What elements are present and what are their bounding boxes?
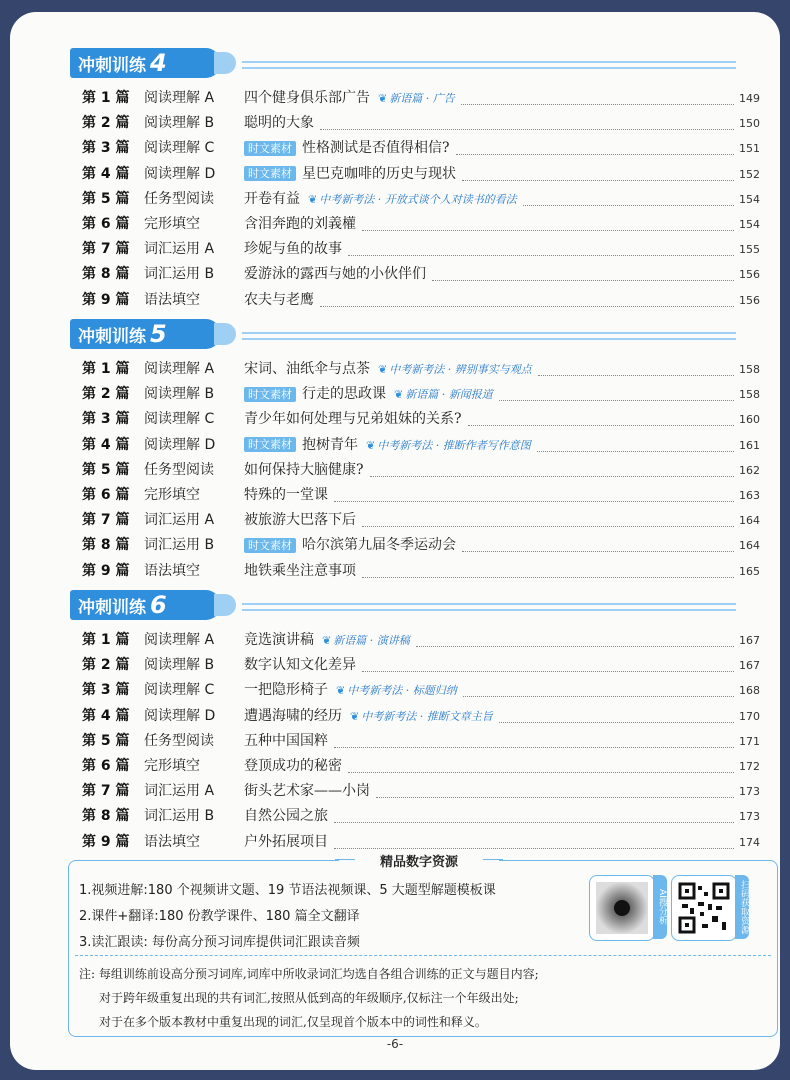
toc-row[interactable] — [82, 86, 760, 111]
banner-label: 冲刺训练 — [78, 327, 146, 347]
banner-number: 4 — [150, 49, 167, 77]
toc-row[interactable] — [82, 704, 760, 729]
toc-row[interactable] — [82, 288, 760, 313]
article-number: 第 3 篇 — [82, 140, 130, 157]
article-title-wrap — [244, 628, 410, 653]
leaf-icon: ❦ — [378, 92, 388, 105]
page-ref: 163 — [739, 489, 760, 502]
article-title: 珍妮与鱼的故事 — [244, 241, 342, 258]
leader-dots — [334, 489, 734, 502]
article-title: 五种中国国粹 — [244, 732, 328, 749]
leader-dots — [468, 413, 734, 426]
leader-dots — [362, 218, 734, 231]
question-type: 阅读理解 B — [144, 115, 215, 132]
page-ref: 165 — [739, 564, 760, 578]
leader-dots — [416, 634, 734, 647]
leader-dots — [499, 388, 734, 401]
toc-row[interactable] — [82, 212, 760, 237]
article-title-wrap — [244, 779, 370, 804]
article-title-wrap — [244, 288, 314, 313]
article-number: 第 3 篇 — [82, 682, 130, 699]
leader-dots — [348, 760, 734, 773]
article-title-wrap — [244, 533, 456, 558]
question-type: 完形填空 — [144, 487, 200, 503]
toc-row[interactable] — [82, 559, 760, 584]
qr-code-ai[interactable] — [589, 875, 655, 941]
article-title-wrap — [244, 86, 455, 111]
article-title: 户外拓展项目 — [244, 833, 328, 850]
article-title-wrap — [244, 559, 356, 584]
page-ref: 172 — [739, 760, 760, 773]
question-type: 词汇运用 A — [144, 241, 215, 258]
section-banner — [70, 319, 220, 349]
page-ref: 158 — [739, 388, 760, 402]
article-title: 农夫与老鹰 — [244, 291, 314, 308]
page-ref: 150 — [739, 117, 760, 131]
article-title: 数字认知文化差异 — [244, 657, 356, 674]
page-sheet — [10, 12, 780, 1070]
feature-note-text: 新语篇 · 演讲稿 — [333, 634, 410, 647]
leaf-icon: ❦ — [378, 363, 388, 376]
section-rule — [242, 603, 736, 611]
section-4 — [10, 48, 780, 316]
leader-dots — [370, 464, 734, 477]
qr-label-resources: 扫码获取资源 — [735, 875, 749, 939]
banner-label: 冲刺训练 — [78, 56, 146, 76]
article-title: 行走的思政课 — [302, 386, 386, 403]
article-title-wrap — [244, 237, 342, 262]
leaf-icon: ❦ — [366, 438, 376, 452]
leaf-icon: ❦ — [394, 388, 404, 402]
page-ref: 160 — [739, 413, 760, 427]
article-title-wrap — [244, 830, 328, 855]
page-number: -6- — [386, 1037, 404, 1051]
article-title: 含泪奔跑的刘義權 — [244, 216, 356, 232]
page-ref: 174 — [739, 835, 760, 849]
page-ref: 164 — [739, 514, 760, 528]
leader-dots — [461, 92, 734, 105]
article-title: 性格测试是否值得相信? — [302, 140, 450, 157]
page-ref: 156 — [739, 293, 760, 307]
article-title: 聪明的大象 — [244, 115, 314, 132]
qr-code-resources[interactable] — [671, 875, 737, 941]
feature-note-text: 新语篇 · 广告 — [389, 92, 455, 105]
page-ref: 171 — [739, 734, 760, 748]
toc-row[interactable] — [82, 407, 760, 432]
feature-note — [378, 86, 455, 111]
leader-dots — [334, 810, 734, 823]
article-title-wrap — [244, 508, 356, 533]
article-title-wrap — [244, 357, 532, 382]
toc-row[interactable] — [82, 433, 760, 458]
article-number: 第 8 篇 — [82, 808, 130, 825]
page-ref: 154 — [739, 218, 760, 231]
article-title: 青少年如何处理与兄弟姐妹的关系? — [244, 411, 462, 428]
toc-row[interactable] — [82, 779, 760, 804]
question-type: 阅读理解 B — [144, 386, 215, 403]
toc-row[interactable] — [82, 382, 760, 407]
article-title: 四个健身俱乐部广告 — [244, 90, 370, 106]
article-title: 遭遇海啸的经历 — [244, 707, 342, 724]
toc-row[interactable] — [82, 533, 760, 558]
page-ref: 155 — [739, 243, 760, 257]
page-ref: 167 — [739, 659, 760, 673]
leader-dots — [376, 785, 734, 798]
article-title: 街头艺术家——小岗 — [244, 783, 370, 800]
resource-item-reading: 3.读汇跟读: 每份高分预习词库提供词汇跟读音频 — [79, 935, 360, 950]
article-number: 第 6 篇 — [82, 758, 130, 774]
toc-row[interactable] — [82, 754, 760, 779]
article-title-wrap — [244, 433, 531, 458]
question-type: 语法填空 — [144, 562, 200, 579]
digital-resources-box — [68, 855, 778, 1037]
feature-note-text: 新语篇 · 新闻报道 — [405, 388, 493, 402]
feature-note — [366, 433, 531, 458]
article-number: 第 5 篇 — [82, 190, 130, 207]
leader-dots — [499, 710, 734, 723]
note-line-1: 注: 每组训练前设高分预习词库,词库中所收录词汇均选自各组合训练的正文与题目内容; — [79, 967, 539, 981]
leader-dots — [362, 659, 734, 672]
feature-note-text: 中考新考法 · 标题归纳 — [347, 684, 457, 698]
article-title: 被旅游大巴落下后 — [244, 512, 356, 529]
question-type: 阅读理解 C — [144, 682, 215, 699]
page-ref: 158 — [739, 363, 760, 376]
question-type: 阅读理解 A — [144, 632, 215, 648]
article-number: 第 6 篇 — [82, 487, 130, 503]
article-title-wrap — [244, 136, 450, 161]
article-title: 抱树青年 — [302, 436, 358, 453]
toc-row[interactable] — [82, 458, 760, 483]
article-number: 第 4 篇 — [82, 436, 130, 453]
article-title: 一把隐形椅子 — [244, 682, 328, 699]
qr-code-icon — [672, 876, 736, 940]
resource-item-courseware: 2.课件+翻译:180 份教学课件、180 篇全文翻译 — [79, 909, 360, 924]
page-ref: 167 — [739, 634, 760, 647]
question-type: 阅读理解 D — [144, 165, 216, 182]
article-title-wrap — [244, 483, 328, 508]
article-title: 自然公园之旅 — [244, 808, 328, 825]
toc-row[interactable] — [82, 508, 760, 533]
article-title: 如何保持大脑健康? — [244, 461, 364, 478]
note-line-3: 对于在多个版本教材中重复出现的词汇,仅呈现首个版本中的词性和释义。 — [99, 1015, 487, 1029]
leader-dots — [362, 514, 734, 527]
question-type: 完形填空 — [144, 216, 200, 232]
leader-dots — [538, 363, 734, 376]
toc-row[interactable] — [82, 729, 760, 754]
leader-dots — [462, 168, 734, 181]
question-type: 任务型阅读 — [144, 190, 214, 207]
toc-row[interactable] — [82, 162, 760, 187]
qr-blur-icon — [590, 876, 654, 940]
article-title-wrap — [244, 382, 493, 407]
page-ref: 156 — [739, 268, 760, 282]
toc-row[interactable] — [82, 678, 760, 703]
question-type: 任务型阅读 — [144, 461, 214, 478]
leaf-icon: ❦ — [308, 192, 318, 206]
article-number: 第 5 篇 — [82, 461, 130, 478]
article-title-wrap — [244, 678, 457, 703]
article-title-wrap — [244, 262, 426, 287]
question-type: 语法填空 — [144, 291, 200, 308]
article-number: 第 8 篇 — [82, 537, 130, 554]
article-title: 特殊的一堂课 — [244, 487, 328, 503]
article-title-wrap — [244, 162, 456, 187]
leader-dots — [348, 243, 734, 256]
leader-dots — [462, 539, 734, 552]
question-type: 词汇运用 B — [144, 537, 215, 554]
article-number: 第 4 篇 — [82, 707, 130, 724]
article-title: 爱游泳的露西与她的小伙伴们 — [244, 266, 426, 283]
toc-row[interactable] — [82, 187, 760, 212]
feature-note — [378, 357, 532, 382]
article-title-wrap — [244, 704, 493, 729]
question-type: 阅读理解 D — [144, 436, 216, 453]
toc-row[interactable] — [82, 262, 760, 287]
page-ref: 152 — [739, 167, 760, 181]
page-ref: 170 — [739, 709, 760, 723]
article-number: 第 9 篇 — [82, 291, 130, 308]
article-number: 第 7 篇 — [82, 241, 130, 258]
feature-note — [350, 704, 493, 729]
toc-row[interactable] — [82, 111, 760, 136]
section-5 — [10, 319, 780, 587]
page-ref: 168 — [739, 684, 760, 698]
article-title-wrap — [244, 754, 342, 779]
article-title: 竞选演讲稿 — [244, 632, 314, 648]
question-type: 阅读理解 C — [144, 411, 215, 428]
article-number: 第 4 篇 — [82, 165, 130, 182]
article-title: 地铁乘坐注意事项 — [244, 562, 356, 579]
feature-note — [322, 628, 410, 653]
current-material-tag: 时文素材 — [244, 141, 296, 156]
toc-row[interactable] — [82, 237, 760, 262]
banner-decoration — [214, 594, 236, 616]
leader-dots — [523, 193, 734, 206]
banner-decoration — [214, 52, 236, 74]
feature-note-text: 中考新考法 · 开放式谈个人对读书的看法 — [319, 192, 517, 206]
section-6 — [10, 590, 780, 858]
resource-item-video: 1.视频进解:180 个视频讲文题、19 节语法视频课、5 大题型解题模板课 — [79, 883, 496, 898]
article-title: 登顶成功的秘密 — [244, 758, 342, 774]
question-type: 任务型阅读 — [144, 732, 214, 749]
section-banner — [70, 48, 220, 78]
feature-note-text: 中考新考法 · 辨别事实与观点 — [389, 363, 532, 376]
feature-note — [336, 678, 457, 703]
leader-dots — [334, 836, 734, 849]
feature-note — [308, 187, 517, 212]
page-ref: 164 — [739, 539, 760, 553]
section-banner — [70, 590, 220, 620]
article-title-wrap — [244, 804, 328, 829]
leaf-icon: ❦ — [336, 684, 346, 698]
leader-dots — [362, 565, 734, 578]
article-title: 宋词、油纸伞与点茶 — [244, 361, 370, 377]
section-rule — [242, 332, 736, 340]
article-title-wrap — [244, 407, 462, 432]
article-number: 第 2 篇 — [82, 657, 130, 674]
article-title: 开卷有益 — [244, 190, 300, 207]
toc-row[interactable] — [82, 628, 760, 653]
banner-decoration — [214, 323, 236, 345]
note-line-2: 对于跨年级重复出现的共有词汇,按照从低到高的年级顺序,仅标注一个年级出处; — [99, 991, 519, 1005]
divider — [75, 955, 771, 956]
article-title-wrap — [244, 111, 314, 136]
page-ref: 173 — [739, 785, 760, 799]
leader-dots — [456, 142, 734, 155]
feature-note-text: 中考新考法 · 推断文章主旨 — [361, 709, 493, 723]
leader-dots — [537, 439, 734, 452]
question-type: 阅读理解 B — [144, 657, 215, 674]
article-number: 第 1 篇 — [82, 632, 130, 648]
question-type: 阅读理解 A — [144, 361, 215, 377]
current-material-tag: 时文素材 — [244, 437, 296, 452]
question-type: 阅读理解 D — [144, 707, 216, 724]
article-number: 第 9 篇 — [82, 833, 130, 850]
article-title-wrap — [244, 187, 517, 212]
page-ref: 161 — [739, 438, 760, 452]
article-number: 第 1 篇 — [82, 90, 130, 106]
question-type: 阅读理解 A — [144, 90, 215, 106]
leader-dots — [320, 117, 734, 130]
article-number: 第 1 篇 — [82, 361, 130, 377]
article-number: 第 9 篇 — [82, 562, 130, 579]
article-title: 星巴克咖啡的历史与现状 — [302, 165, 456, 182]
toc-row[interactable] — [82, 804, 760, 829]
article-title: 哈尔滨第九届冬季运动会 — [302, 537, 456, 554]
toc-row[interactable] — [82, 483, 760, 508]
article-number: 第 2 篇 — [82, 115, 130, 132]
leaf-icon: ❦ — [322, 634, 332, 647]
feature-note — [394, 382, 493, 407]
toc-row[interactable] — [82, 357, 760, 382]
leader-dots — [334, 735, 734, 748]
article-number: 第 7 篇 — [82, 512, 130, 529]
question-type: 词汇运用 A — [144, 512, 215, 529]
page-ref: 151 — [739, 142, 760, 156]
page-ref: 154 — [739, 192, 760, 206]
article-number: 第 7 篇 — [82, 783, 130, 800]
article-title-wrap — [244, 458, 364, 483]
article-number: 第 6 篇 — [82, 216, 130, 232]
current-material-tag: 时文素材 — [244, 387, 296, 402]
article-title-wrap — [244, 653, 356, 678]
page-ref: 162 — [739, 463, 760, 477]
banner-label: 冲刺训练 — [78, 598, 146, 618]
question-type: 阅读理解 C — [144, 140, 215, 157]
leader-dots — [432, 268, 734, 281]
toc-row[interactable] — [82, 653, 760, 678]
leader-dots — [463, 684, 734, 697]
question-type: 完形填空 — [144, 758, 200, 774]
toc-row[interactable] — [82, 136, 760, 161]
article-number: 第 8 篇 — [82, 266, 130, 283]
current-material-tag: 时文素材 — [244, 166, 296, 181]
resources-title: 精品数字资源 — [339, 851, 499, 870]
page-ref: 173 — [739, 810, 760, 824]
article-title-wrap — [244, 729, 328, 754]
question-type: 语法填空 — [144, 833, 200, 850]
section-rule — [242, 61, 736, 69]
question-type: 词汇运用 B — [144, 808, 215, 825]
current-material-tag: 时文素材 — [244, 538, 296, 553]
banner-number: 6 — [150, 591, 167, 619]
leaf-icon: ❦ — [350, 709, 360, 723]
question-type: 词汇运用 A — [144, 783, 215, 800]
feature-note-text: 中考新考法 · 推断作者写作意图 — [377, 438, 531, 452]
article-number: 第 3 篇 — [82, 411, 130, 428]
article-title-wrap — [244, 212, 356, 237]
leader-dots — [320, 294, 734, 307]
page-ref: 149 — [739, 92, 760, 105]
qr-label-ai: AI搜分析 — [653, 875, 667, 939]
question-type: 词汇运用 B — [144, 266, 215, 283]
banner-number: 5 — [150, 320, 167, 348]
article-number: 第 5 篇 — [82, 732, 130, 749]
article-number: 第 2 篇 — [82, 386, 130, 403]
